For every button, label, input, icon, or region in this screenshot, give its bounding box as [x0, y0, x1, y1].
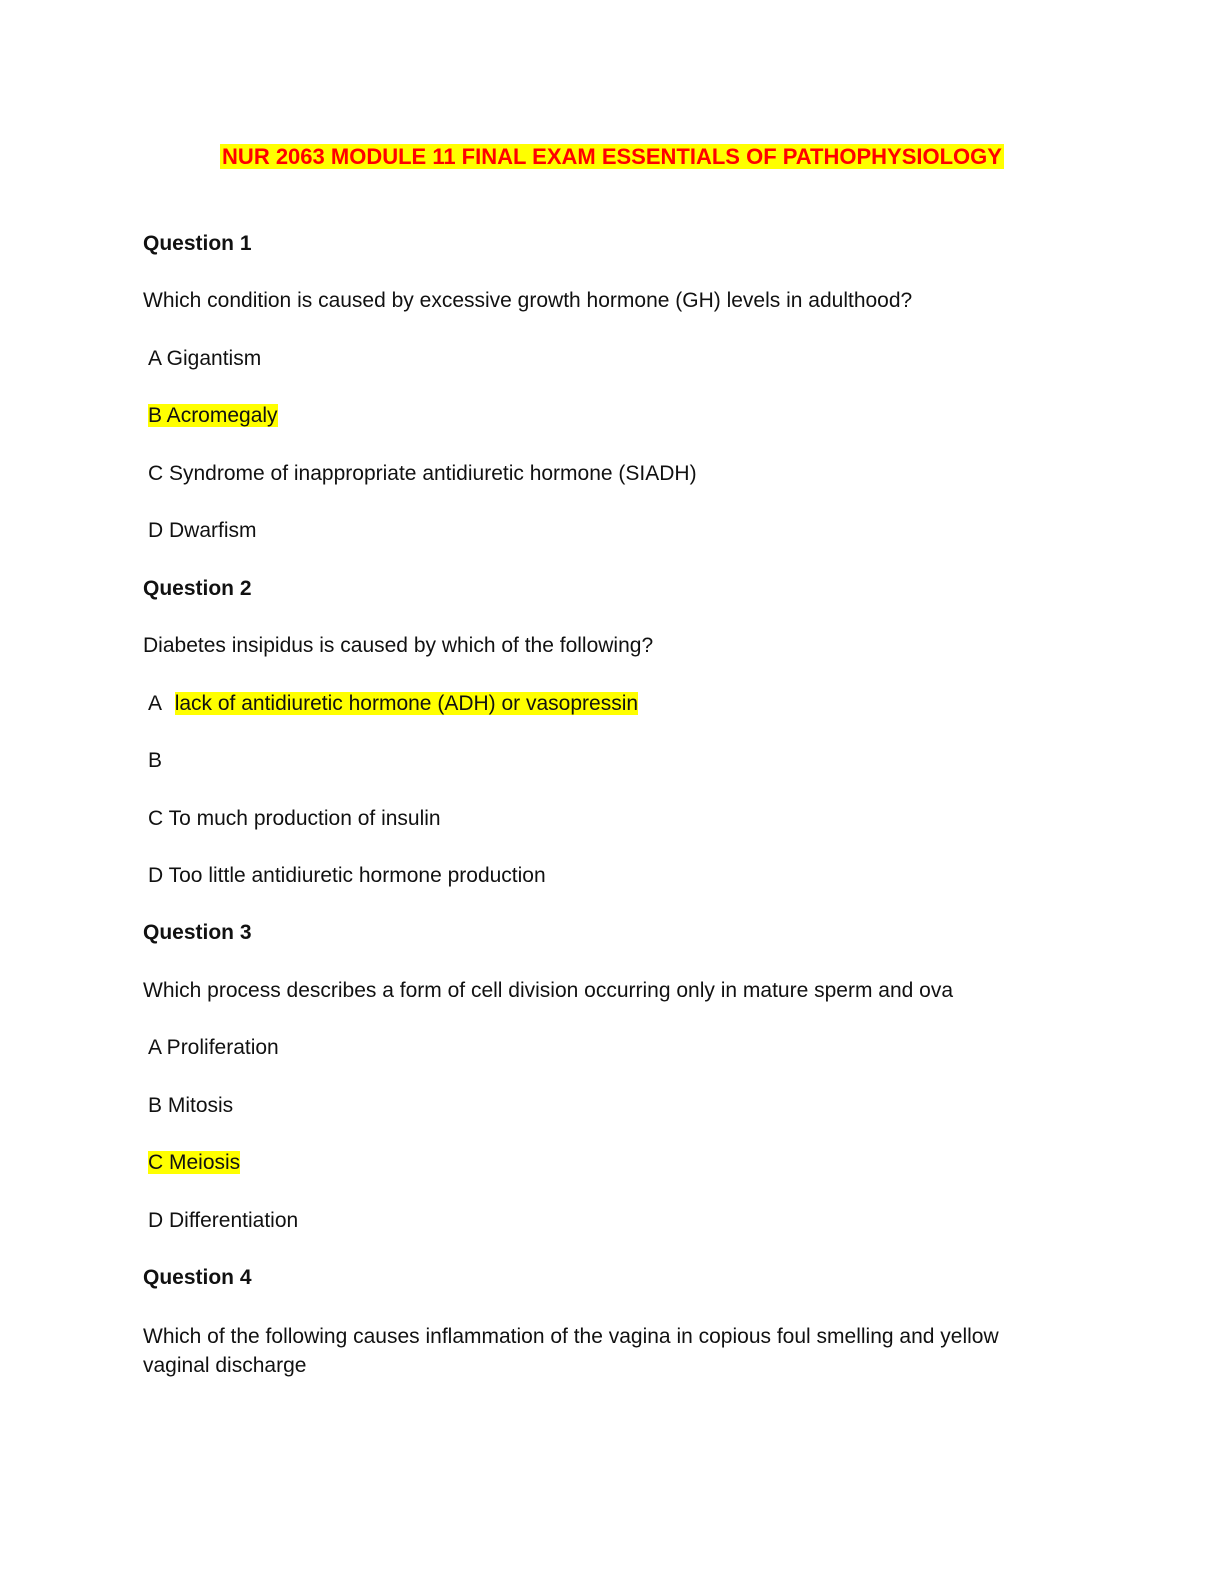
option-text: A Proliferation [148, 1036, 279, 1060]
question-text-content: Diabetes insipidus is caused by which of the following? [143, 634, 654, 658]
answer-option [148, 462, 697, 486]
answer-option [148, 807, 441, 831]
option-text: B [148, 749, 163, 773]
option-letter: A [148, 691, 167, 715]
answer-option [148, 1151, 240, 1175]
answer-option [148, 1209, 298, 1233]
answer-option [148, 1036, 279, 1060]
question-text-content: Which condition is caused by excessive growth hormone (GH) levels in adulthood? [143, 289, 913, 313]
option-text: D Dwarfism [148, 519, 257, 543]
option-text: D Differentiation [148, 1208, 299, 1232]
document-title [0, 145, 1224, 169]
option-text: lack of antidiuretic hormone (ADH) or vasopressin [174, 691, 639, 715]
question-heading [143, 1266, 252, 1290]
answer-option [148, 404, 278, 428]
question-text [143, 634, 653, 658]
question-heading-text: Question 4 [143, 1266, 252, 1290]
option-text: C To much production of insulin [148, 806, 441, 830]
option-text: D Too little antidiuretic hormone production [148, 863, 546, 887]
title-text: NUR 2063 MODULE 11 FINAL EXAM ESSENTIALS OF PATHOPHYSIOLOGY [222, 144, 1002, 169]
question-heading [143, 921, 252, 945]
option-text: C Meiosis [148, 1151, 241, 1175]
answer-option [148, 1094, 233, 1118]
option-text: A Gigantism [148, 346, 262, 370]
answer-option [148, 519, 257, 543]
question-text-content: Which process describes a form of cell division occurring only in mature sperm and ova [143, 978, 954, 1002]
question-heading [143, 577, 252, 601]
answer-option [148, 864, 546, 888]
question-text [143, 979, 953, 1003]
question-text [143, 1322, 1043, 1380]
answer-option [148, 749, 162, 773]
answer-option [148, 692, 638, 716]
option-text: B Mitosis [148, 1093, 234, 1117]
option-text: B Acromegaly [148, 404, 278, 428]
question-text [143, 289, 912, 313]
question-heading-text: Question 2 [143, 576, 252, 600]
question-text-content: Which of the following causes inflammation of the vagina in copious foul smelling and yellow vaginal discharge [143, 1324, 999, 1377]
question-heading [143, 232, 252, 256]
question-heading-text: Question 3 [143, 921, 252, 945]
answer-option [148, 347, 261, 371]
option-text: C Syndrome of inappropriate antidiuretic hormone (SIADH) [148, 461, 697, 485]
question-heading-text: Question 1 [143, 232, 252, 255]
